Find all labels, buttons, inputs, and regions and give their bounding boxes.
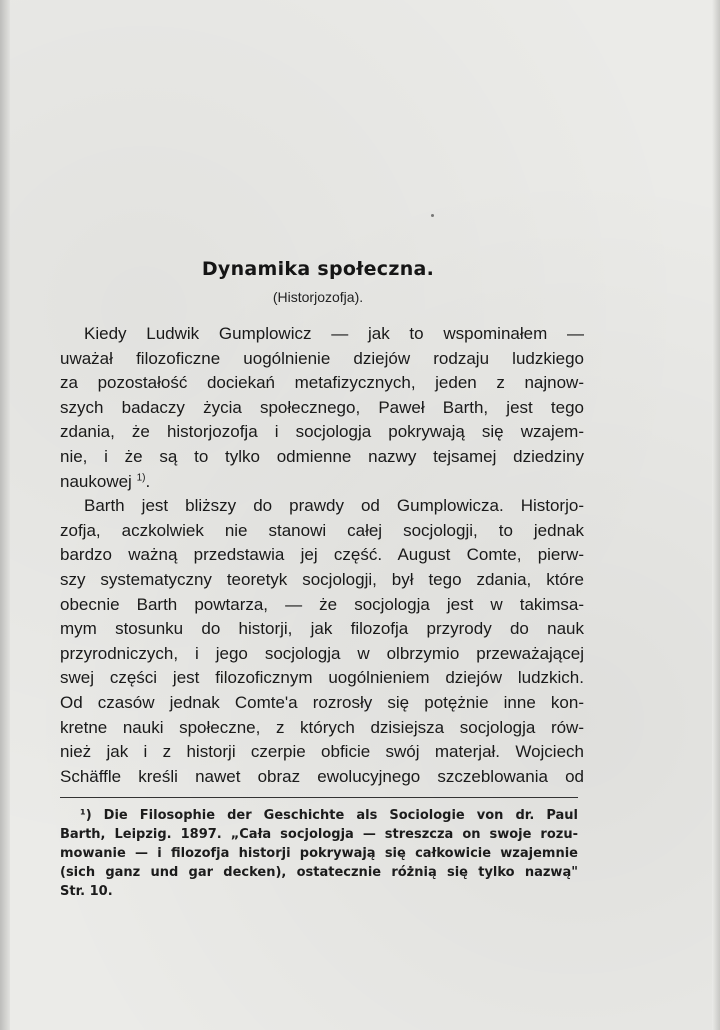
footnote-separator: [60, 797, 578, 798]
body-line: mym stosunku do historji, jak filozofja przyrody do nauk: [60, 619, 584, 639]
footnote-line: (sich ganz und gar decken), ostatecznie różnią się tylko nazwą": [60, 865, 578, 880]
body-line: uważał filozoficzne uogólnienie dziejów rodzaju ludzkiego: [60, 348, 584, 368]
body-text: [60, 322, 584, 789]
body-line: przyrodniczych, i jego socjologja w olbrzymio przeważającej: [60, 643, 584, 663]
footnote-line: Barth, Leipzig. 1897. „Cała socjologja — streszcza on swoje rozu-: [60, 827, 578, 842]
page-right-edge-shadow: [712, 0, 720, 1030]
body-line: Od czasów jednak Comte'a rozrosły się potężnie inne kon-: [60, 692, 584, 712]
footnote-line: Str. 10.: [60, 884, 113, 899]
footnote-line: mowanie — i filozofja historji pokrywają się całkowicie wzajemnie: [60, 846, 578, 861]
print-speck: [431, 214, 434, 217]
body-line: swej części jest filozoficznym uogólnieniem dziejów ludzkich.: [60, 668, 584, 688]
body-line: Barth jest bliższy do prawdy od Gumplowicza. Historjo-: [84, 496, 584, 516]
body-line: obecnie Barth powtarza, — że socjologja jest w takimsa-: [60, 594, 584, 614]
body-line: szy systematyczny teoretyk socjologji, był tego zdania, które: [60, 569, 584, 589]
body-line: szych badaczy życia społecznego, Paweł Barth, jest tego: [60, 397, 584, 417]
body-line: Schäffle kreśli nawet obraz ewolucyjnego szczeblowania od: [60, 766, 584, 786]
body-line: kretne nauki społeczne, z których dzisiejsza socjologja rów-: [60, 717, 584, 737]
footnote-line: ¹) Die Filosophie der Geschichte als Sociologie von dr. Paul: [80, 808, 578, 823]
body-line: zofja, aczkolwiek nie stanowi całej socjologji, to jednak: [60, 520, 584, 540]
footnote-marker: 1): [136, 471, 146, 483]
body-line: nież jak i z historji czerpie obficie swój materjał. Wojciech: [60, 742, 584, 762]
body-line: bardzo ważną przedstawia jej część. August Comte, pierw-: [60, 545, 584, 565]
footnote-marker-trail: .: [145, 471, 151, 491]
footnote: [60, 806, 578, 901]
body-line-with-footnote: [60, 470, 584, 495]
body-line: za pozostałość dociekań metafizycznych, jeden z najnow-: [60, 373, 584, 393]
body-line: zdania, że historjozofja i socjologja pokrywają się wzajem-: [60, 422, 584, 442]
chapter-title: Dynamika społeczna.: [201, 258, 435, 280]
chapter-subtitle: (Historjozofja).: [272, 289, 364, 305]
page-left-edge-shadow: [0, 0, 10, 1030]
body-line: nie, i że są to tylko odmienne nazwy tejsamej dziedziny: [60, 446, 584, 466]
body-line-text: naukowej: [60, 471, 132, 491]
body-line: Kiedy Ludwik Gumplowicz — jak to wspominałem —: [84, 324, 584, 343]
